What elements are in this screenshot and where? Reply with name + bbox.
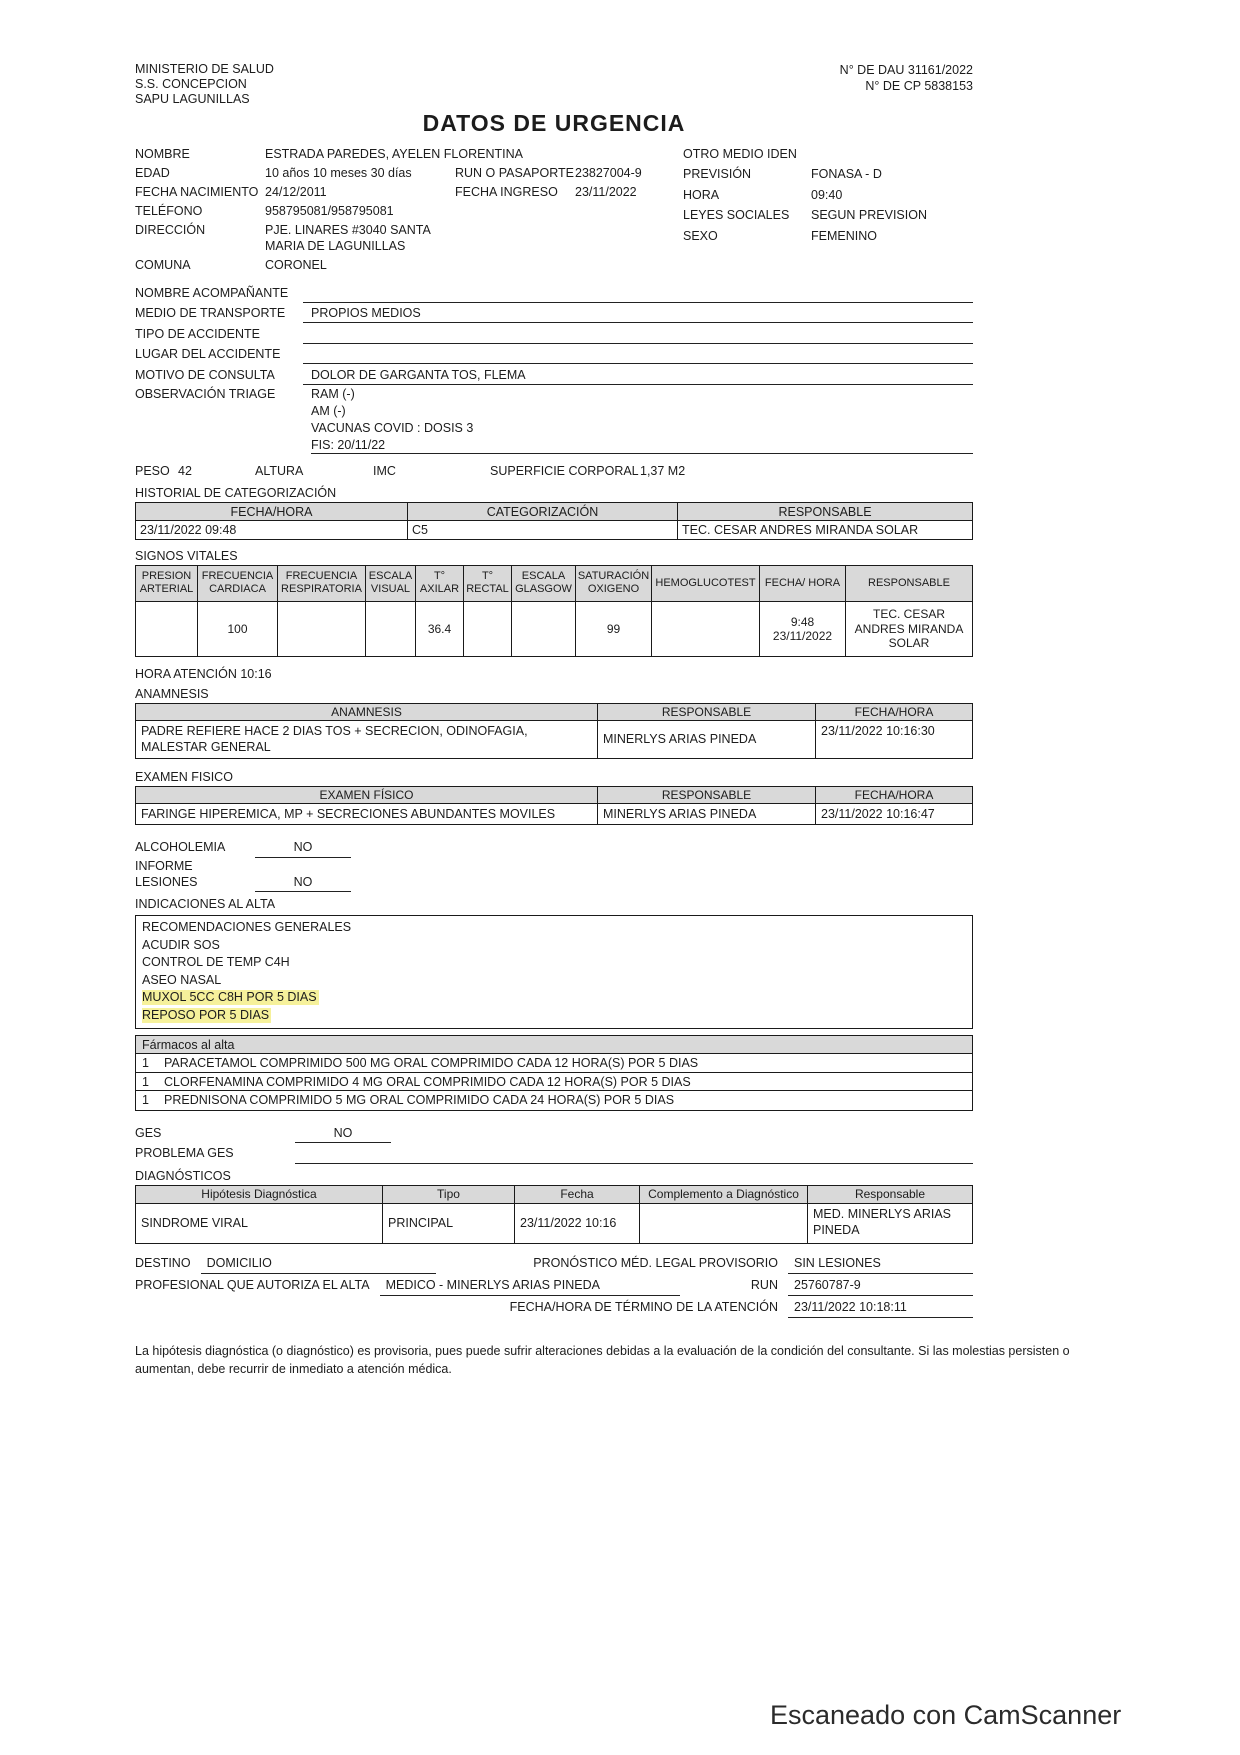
anamnesis-section-label: ANAMNESIS [135, 686, 209, 701]
vitals-t-rectal-value [464, 602, 512, 656]
comuna-value: CORONEL [265, 258, 327, 273]
dau-number: N° DE DAU 31161/2022 [839, 63, 973, 77]
farmacos-table [135, 1035, 973, 1111]
informe-lesiones-value: NO [255, 874, 351, 892]
diag-header-responsable: Responsable [808, 1186, 972, 1204]
indicaciones-section-label: INDICACIONES AL ALTA [135, 897, 276, 912]
farmaco-qty: 1 [142, 1074, 149, 1089]
examen-header-texto: EXAMEN FÍSICO [136, 787, 598, 804]
farmaco-row [136, 1054, 972, 1073]
sexo-label: SEXO [683, 228, 718, 243]
examen-texto-value: FARINGE HIPEREMICA, MP + SECRECIONES ABUNDANTES MOVILES [136, 804, 598, 824]
diag-fecha-value: 23/11/2022 10:16 [515, 1204, 640, 1243]
prevision-value: FONASA - D [811, 167, 882, 182]
vitals-header: ESCALA GLASGOW [512, 566, 576, 602]
comuna-label: COMUNA [135, 258, 191, 273]
examen-header-responsable: RESPONSABLE [598, 787, 816, 804]
fecha-nacimiento-value: 24/12/2011 [265, 184, 327, 199]
tipo-accidente-label: TIPO DE ACCIDENTE [135, 326, 261, 341]
altura-label: ALTURA [255, 463, 304, 478]
lugar-accidente-label: LUGAR DEL ACCIDENTE [135, 347, 281, 362]
row-triage [135, 386, 973, 454]
patient-info-right [683, 146, 973, 249]
direccion-label: DIRECCIÓN [135, 222, 206, 237]
vitals-table [135, 565, 973, 657]
row-prevision [683, 166, 973, 187]
acompanante-label: NOMBRE ACOMPAÑANTE [135, 285, 289, 300]
fecha-nacimiento-label: FECHA NACIMIENTO [135, 184, 259, 199]
triage-line: AM (-) [311, 403, 346, 418]
examen-header-fecha: FECHA/HORA [816, 787, 972, 804]
problema-ges-value [295, 1147, 973, 1164]
vitals-responsable-value: TEC. CESAR ANDRES MIRANDA SOLAR [854, 607, 964, 651]
vitals-header: SATURACIÓN OXIGENO [576, 566, 652, 602]
categorizacion-section-label: HISTORIAL DE CATEGORIZACIÓN [135, 485, 337, 500]
vitals-hemoglucotest-value [652, 602, 760, 656]
anamnesis-responsable-value: MINERLYS ARIAS PINEDA [598, 721, 816, 758]
row-comuna [135, 257, 973, 276]
cp-number: N° DE CP 5838153 [865, 79, 973, 93]
vitals-t-axilar-value: 36.4 [416, 602, 464, 656]
leyes-sociales-value: SEGUN PREVISION [811, 208, 927, 223]
form-header [135, 62, 973, 107]
edad-value: 10 años 10 meses 30 días [265, 165, 412, 180]
categorizacion-header-responsable: RESPONSABLE [678, 503, 972, 521]
vitals-saturacion-value: 99 [576, 602, 652, 656]
indicaciones-box [135, 915, 973, 1029]
row-termino [135, 1296, 973, 1318]
anamnesis-texto-value: PADRE REFIERE HACE 2 DIAS TOS + SECRECION, ODINOFAGIA, MALESTAR GENERAL [136, 721, 598, 758]
row-leyes [683, 207, 973, 228]
ges-label: GES [135, 1125, 162, 1140]
vitals-section-label: SIGNOS VITALES [135, 548, 238, 563]
alcoholemia-label: ALCOHOLEMIA [135, 840, 226, 855]
vitals-glasgow-value [512, 602, 576, 656]
org-line-3: SAPU LAGUNILLAS [135, 92, 250, 106]
vitals-header: T° AXILAR [416, 566, 464, 602]
hora-label: HORA [683, 187, 720, 202]
edad-label: EDAD [135, 165, 170, 180]
diag-hipotesis-value: SINDROME VIRAL [136, 1204, 383, 1243]
vitals-header: PRESION ARTERIAL [136, 566, 198, 602]
diagnosticos-section-label: DIAGNÓSTICOS [135, 1168, 231, 1183]
org-line-1: MINISTERIO DE SALUD [135, 62, 274, 76]
indicacion-line: ASEO NASAL [142, 972, 222, 987]
categorizacion-responsable-value: TEC. CESAR ANDRES MIRANDA SOLAR [682, 522, 919, 537]
superficie-value: 1,37 M2 [640, 463, 686, 478]
acompanante-value [303, 286, 973, 303]
vitals-header: HEMOGLUCOTEST [652, 566, 760, 602]
destino-label: DESTINO [135, 1256, 191, 1271]
row-otro-medio [683, 146, 973, 167]
run-profesional-label: RUN [750, 1278, 778, 1293]
camscanner-watermark: Escaneado con CamScanner [770, 1700, 1122, 1730]
categorizacion-header-fecha: FECHA/HORA [136, 503, 408, 521]
farmaco-desc: PREDNISONA COMPRIMIDO 5 MG ORAL COMPRIMIDO CADA 24 HORA(S) POR 5 DIAS [164, 1093, 675, 1108]
imc-label: IMC [373, 463, 396, 478]
disclaimer-text: La hipótesis diagnóstica (o diagnóstico) es provisoria, pues puede sufrir alteraciones debidas a la evaluación de la condición del consultante. Si las molestias persisten o aumentan, debe recurrir de inmediato a atención médica. [135, 1344, 1070, 1376]
indicacion-line: RECOMENDACIONES GENERALES [142, 920, 352, 935]
diag-header-tipo: Tipo [383, 1186, 515, 1204]
categorizacion-header-categoria: CATEGORIZACIÓN [408, 503, 678, 521]
vitals-header: T° RECTAL [464, 566, 512, 602]
row-informe-lesiones [135, 858, 973, 893]
row-sexo [683, 228, 973, 249]
indicacion-line-highlighted: MUXOL 5CC C8H POR 5 DIAS [142, 990, 317, 1005]
row-hora [683, 187, 973, 208]
motivo-value: DOLOR DE GARGANTA TOS, FLEMA [303, 367, 973, 385]
problema-ges-label: PROBLEMA GES [135, 1146, 234, 1161]
vitals-header: FRECUENCIA RESPIRATORIA [278, 566, 366, 602]
vitals-fr-value [278, 602, 366, 656]
run-label: RUN O PASAPORTE [455, 165, 575, 180]
diag-header-complemento: Complemento a Diagnóstico [640, 1186, 808, 1204]
categorizacion-table [135, 502, 973, 540]
hora-atencion: HORA ATENCIÓN 10:16 [135, 666, 272, 681]
farmaco-desc: PARACETAMOL COMPRIMIDO 500 MG ORAL COMPRIMIDO CADA 12 HORA(S) POR 5 DIAS [164, 1056, 699, 1071]
farmaco-row [136, 1091, 972, 1110]
urgency-form [135, 62, 973, 1318]
indicacion-line: CONTROL DE TEMP C4H [142, 955, 290, 970]
leyes-sociales-label: LEYES SOCIALES [683, 208, 790, 223]
tipo-accidente-value [303, 327, 973, 344]
nombre-label: NOMBRE [135, 146, 190, 161]
termino-value: 23/11/2022 10:18:11 [788, 1299, 973, 1317]
patient-info [135, 146, 973, 277]
lugar-accidente-value [303, 347, 973, 364]
telefono-label: TELÉFONO [135, 203, 203, 218]
org-line-2: S.S. CONCEPCION [135, 77, 247, 91]
document-numbers [840, 62, 973, 107]
diag-complemento-value [640, 1204, 808, 1243]
informe-lesiones-label: INFORME LESIONES [135, 858, 198, 889]
superficie-label: SUPERFICIE CORPORAL [490, 463, 639, 478]
anamnesis-header-responsable: RESPONSABLE [598, 704, 816, 721]
peso-label: PESO [135, 463, 170, 478]
examen-section-label: EXAMEN FISICO [135, 769, 233, 784]
destino-value: DOMICILIO [201, 1255, 436, 1273]
fecha-ingreso-value: 23/11/2022 [575, 184, 637, 199]
vitals-fecha-hora-value: 9:48 23/11/2022 [760, 602, 846, 656]
transporte-label: MEDIO DE TRANSPORTE [135, 306, 286, 321]
anamnesis-fecha-value: 23/11/2022 10:16:30 [821, 723, 935, 738]
row-ges [135, 1123, 973, 1144]
diagnosticos-table [135, 1185, 973, 1244]
triage-lines [303, 386, 973, 454]
anamnesis-header-texto: ANAMNESIS [136, 704, 598, 721]
examen-fecha-value: 23/11/2022 10:16:47 [821, 806, 935, 821]
vitals-header: FRECUENCIA CARDIACA [198, 566, 278, 602]
examen-table [135, 786, 973, 825]
vitals-fc-value: 100 [198, 602, 278, 656]
vitals-header: RESPONSABLE [846, 566, 972, 602]
prevision-label: PREVISIÓN [683, 167, 752, 182]
hora-value: 09:40 [811, 187, 843, 202]
org-block [135, 62, 274, 107]
row-tipo-accidente [135, 323, 973, 344]
termino-label: FECHA/HORA DE TÉRMINO DE LA ATENCIÓN [509, 1300, 778, 1315]
nombre-value: ESTRADA PAREDES, AYELEN FLORENTINA [265, 146, 523, 161]
vitals-header: ESCALA VISUAL [366, 566, 416, 602]
otro-medio-label: OTRO MEDIO IDEN [683, 146, 797, 161]
indicacion-line-highlighted: REPOSO POR 5 DIAS [142, 1007, 270, 1022]
triage-line: FIS: 20/11/22 [311, 437, 973, 454]
triage-line: VACUNAS COVID : DOSIS 3 [311, 420, 474, 435]
examen-responsable-value: MINERLYS ARIAS PINEDA [598, 804, 816, 824]
row-destino [135, 1252, 973, 1274]
row-transporte [135, 303, 973, 324]
run-value: 23827004-9 [575, 165, 642, 180]
page-title: DATOS DE URGENCIA [422, 110, 686, 136]
peso-value: 42 [178, 463, 192, 478]
anamnesis-header-fecha: FECHA/HORA [816, 704, 972, 721]
anamnesis-table [135, 703, 973, 759]
row-motivo [135, 364, 973, 385]
farmaco-qty: 1 [142, 1093, 149, 1108]
vitals-escala-visual-value [366, 602, 416, 656]
farmacos-header: Fármacos al alta [136, 1036, 972, 1054]
sexo-value: FEMENINO [811, 228, 877, 243]
categorizacion-fecha-value: 23/11/2022 09:48 [136, 521, 408, 539]
row-lugar-accidente [135, 344, 973, 365]
profesional-value: MEDICO - MINERLYS ARIAS PINEDA [380, 1277, 680, 1295]
profesional-label: PROFESIONAL QUE AUTORIZA EL ALTA [135, 1278, 370, 1293]
farmaco-row [136, 1073, 972, 1092]
triage-label: OBSERVACIÓN TRIAGE [135, 386, 276, 401]
row-acompanante [135, 282, 973, 303]
pronostico-label: PRONÓSTICO MÉD. LEGAL PROVISORIO [533, 1256, 778, 1271]
vitals-presion-value [136, 602, 198, 656]
transporte-value: PROPIOS MEDIOS [303, 305, 973, 323]
diag-tipo-value: PRINCIPAL [383, 1204, 515, 1243]
motivo-label: MOTIVO DE CONSULTA [135, 367, 275, 382]
diag-header-hipotesis: Hipótesis Diagnóstica [136, 1186, 383, 1204]
diag-responsable-value: MED. MINERLYS ARIAS PINEDA [813, 1206, 951, 1237]
direccion-value: PJE. LINARES #3040 SANTA MARIA DE LAGUNILLAS [265, 222, 431, 254]
farmaco-qty: 1 [142, 1056, 149, 1071]
ges-value: NO [295, 1125, 391, 1143]
pronostico-value: SIN LESIONES [788, 1255, 973, 1273]
row-problema-ges [135, 1143, 973, 1164]
episode-fields [135, 282, 973, 454]
vitals-header: FECHA/ HORA [760, 566, 846, 602]
run-profesional-value: 25760787-9 [788, 1277, 973, 1295]
telefono-value: 958795081/958795081 [265, 203, 394, 218]
fecha-ingreso-label: FECHA INGRESO [455, 184, 558, 199]
categorizacion-categoria-value: C5 [408, 521, 678, 539]
anthropometry-row [135, 460, 973, 482]
alcoholemia-value: NO [255, 839, 351, 857]
row-alcoholemia [135, 837, 973, 858]
diag-header-fecha: Fecha [515, 1186, 640, 1204]
indicacion-line: ACUDIR SOS [142, 937, 220, 952]
triage-line: RAM (-) [311, 386, 355, 401]
farmaco-desc: CLORFENAMINA COMPRIMIDO 4 MG ORAL COMPRIMIDO CADA 12 HORA(S) POR 5 DIAS [164, 1074, 691, 1089]
row-profesional [135, 1274, 973, 1296]
